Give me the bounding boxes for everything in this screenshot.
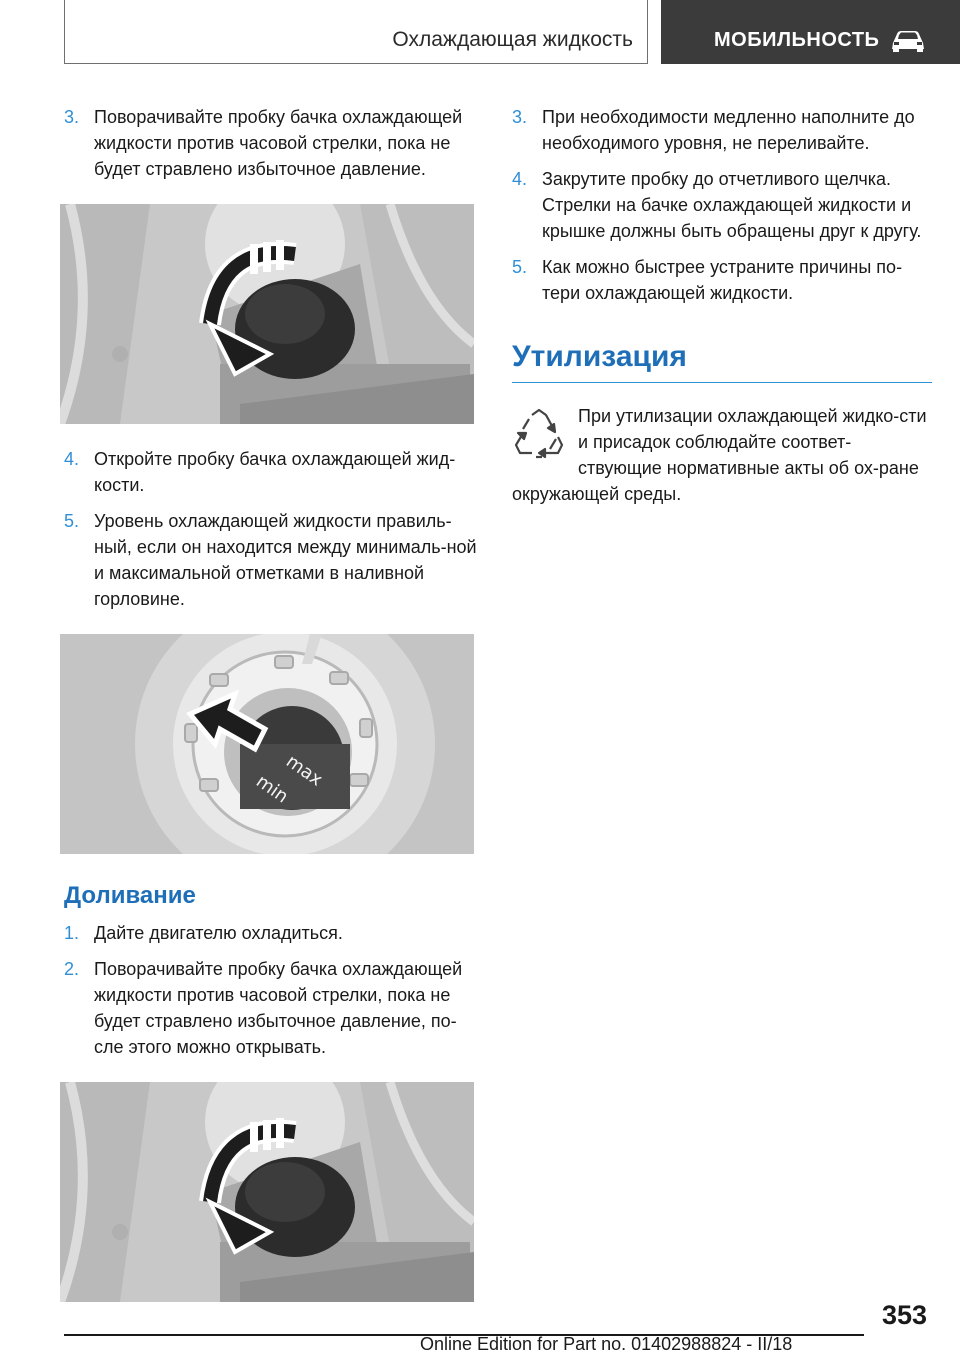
step-text: Дайте двигателю охладиться. bbox=[94, 923, 343, 943]
footer-edition: Online Edition for Part no. 01402988824 - II/18 bbox=[420, 1334, 793, 1354]
right-column bbox=[512, 104, 932, 507]
photo-cap-rotate-2 bbox=[60, 1082, 474, 1302]
page-number: 353 bbox=[881, 1300, 927, 1330]
chapter-tab[interactable] bbox=[661, 0, 960, 64]
recycle-icon bbox=[512, 407, 566, 461]
photo-cap-rotate bbox=[60, 204, 474, 424]
left-column bbox=[64, 104, 478, 1324]
header-section-box bbox=[64, 0, 648, 64]
step-4-close bbox=[512, 166, 932, 244]
step-text: Уровень охлаждающей жидкости правиль-ный, если он находится между минималь-ной и максимальной отметками в наливной горловине. bbox=[94, 511, 477, 609]
photo-filler-neck-gauge bbox=[60, 634, 474, 854]
step-3-fill bbox=[512, 104, 932, 156]
gauge-max-label: max bbox=[282, 750, 327, 791]
step-number: 3. bbox=[64, 107, 80, 127]
heading-disposal: Утилизация bbox=[512, 340, 932, 383]
step-number: 1. bbox=[64, 923, 80, 943]
subheading-topping-up: Доливание bbox=[64, 882, 196, 909]
car-icon bbox=[890, 28, 926, 52]
step-number: 5. bbox=[512, 257, 528, 277]
gauge-min-label: min bbox=[252, 770, 292, 808]
environment-note bbox=[512, 403, 932, 507]
step-text: Как можно быстрее устраните причины по-тери охлаждающей жидкости. bbox=[542, 257, 903, 303]
section-title: Охлаждающая жидкость bbox=[392, 28, 633, 51]
step-1-cool bbox=[64, 920, 478, 946]
step-text: Поворачивайте пробку бачка охлаждающей жидкости против часовой стрелки, пока не будет стравлено избыточное давление, по-сле этого можно открывать. bbox=[94, 959, 463, 1057]
step-5-fix-loss bbox=[512, 254, 932, 306]
step-5-level bbox=[64, 508, 478, 612]
step-number: 5. bbox=[64, 511, 80, 531]
step-text: Поворачивайте пробку бачка охлаждающей жидкости против часовой стрелки, пока не будет стравлено избыточное давление. bbox=[94, 107, 463, 179]
step-number: 2. bbox=[64, 959, 80, 979]
step-4-open-cap bbox=[64, 446, 478, 498]
step-3-open bbox=[64, 104, 478, 182]
step-text: Откройте пробку бачка охлаждающей жид-кости. bbox=[94, 449, 456, 495]
chapter-tab-label: МОБИЛЬНОСТЬ bbox=[714, 29, 880, 51]
step-number: 4. bbox=[512, 169, 528, 189]
step-text: Закрутите пробку до отчетливого щелчка. Стрелки на бачке охлаждающей жидкости и крышке должны быть обращены друг к другу. bbox=[542, 169, 922, 241]
step-text: При необходимости медленно наполните до необходимого уровня, не переливайте. bbox=[542, 107, 915, 153]
step-number: 3. bbox=[512, 107, 528, 127]
environment-note-text: При утилизации охлаждающей жидко-сти и присадок соблюдайте соответ-ствующие нормативные акты об ох-ране окружающей среды. bbox=[512, 406, 927, 504]
step-number: 4. bbox=[64, 449, 80, 469]
step-2-rotate bbox=[64, 956, 478, 1060]
